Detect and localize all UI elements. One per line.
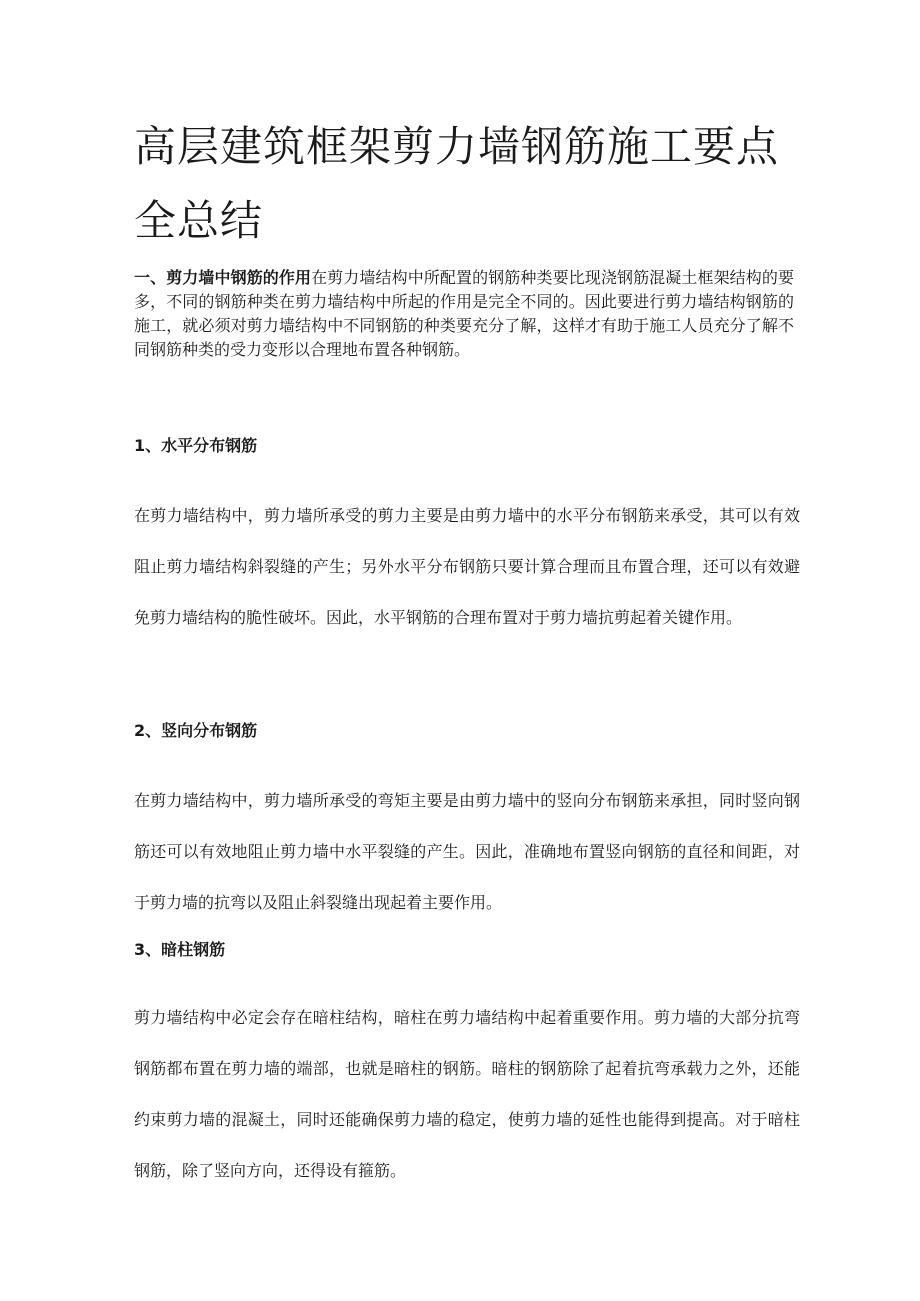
section-heading-hidden-column-rebar: 3、暗柱钢筋 — [134, 940, 226, 959]
intro-text: 在剪力墙结构中所配置的钢筋种类要比现浇钢筋混凝土框架结构的要多，不同的钢筋种类在剪力墙结构中所起的作用是完全不同的。因此要进行剪力墙结构钢筋的施工，就必须对剪力墙结构中不同钢筋的种类要充分了解，这样才有助于施工人员充分了解不同钢筋种类的受力变形以合理地布置各种钢筋。 — [134, 268, 794, 359]
section-body-hidden-column-rebar: 剪力墙结构中必定会存在暗柱结构，暗柱在剪力墙结构中起着重要作用。剪力墙的大部分抗弯钢筋都布置在剪力墙的端部，也就是暗柱的钢筋。暗柱的钢筋除了起着抗弯承载力之外，还能约束剪力墙的混凝土，同时还能确保剪力墙的稳定，使剪力墙的延性也能得到提高。对于暗柱钢筋，除了竖向方向，还得设有箍筋。 — [134, 1008, 800, 1180]
section-body-vertical-rebar: 在剪力墙结构中，剪力墙所承受的弯矩主要是由剪力墙中的竖向分布钢筋来承担，同时竖向钢筋还可以有效地阻止剪力墙中水平裂缝的产生。因此，准确地布置竖向钢筋的直径和间距，对于剪力墙的抗弯以及阻止斜裂缝出现起着主要作用。 — [134, 791, 800, 912]
section-heading-horizontal-rebar: 1、水平分布钢筋 — [134, 436, 258, 455]
section-heading-vertical-rebar: 2、竖向分布钢筋 — [134, 721, 258, 740]
intro-paragraph — [134, 266, 794, 362]
intro-lead: 一、剪力墙中钢筋的作用 — [134, 268, 312, 287]
document-title: 高层建筑框架剪力墙钢筋施工要点全总结 — [134, 122, 780, 245]
section-body-horizontal-rebar: 在剪力墙结构中，剪力墙所承受的剪力主要是由剪力墙中的水平分布钢筋来承受，其可以有效阻止剪力墙结构斜裂缝的产生；另外水平分布钢筋只要计算合理而且布置合理，还可以有效避免剪力墙结构的脆性破坏。因此，水平钢筋的合理布置对于剪力墙抗剪起着关键作用。 — [134, 506, 800, 627]
